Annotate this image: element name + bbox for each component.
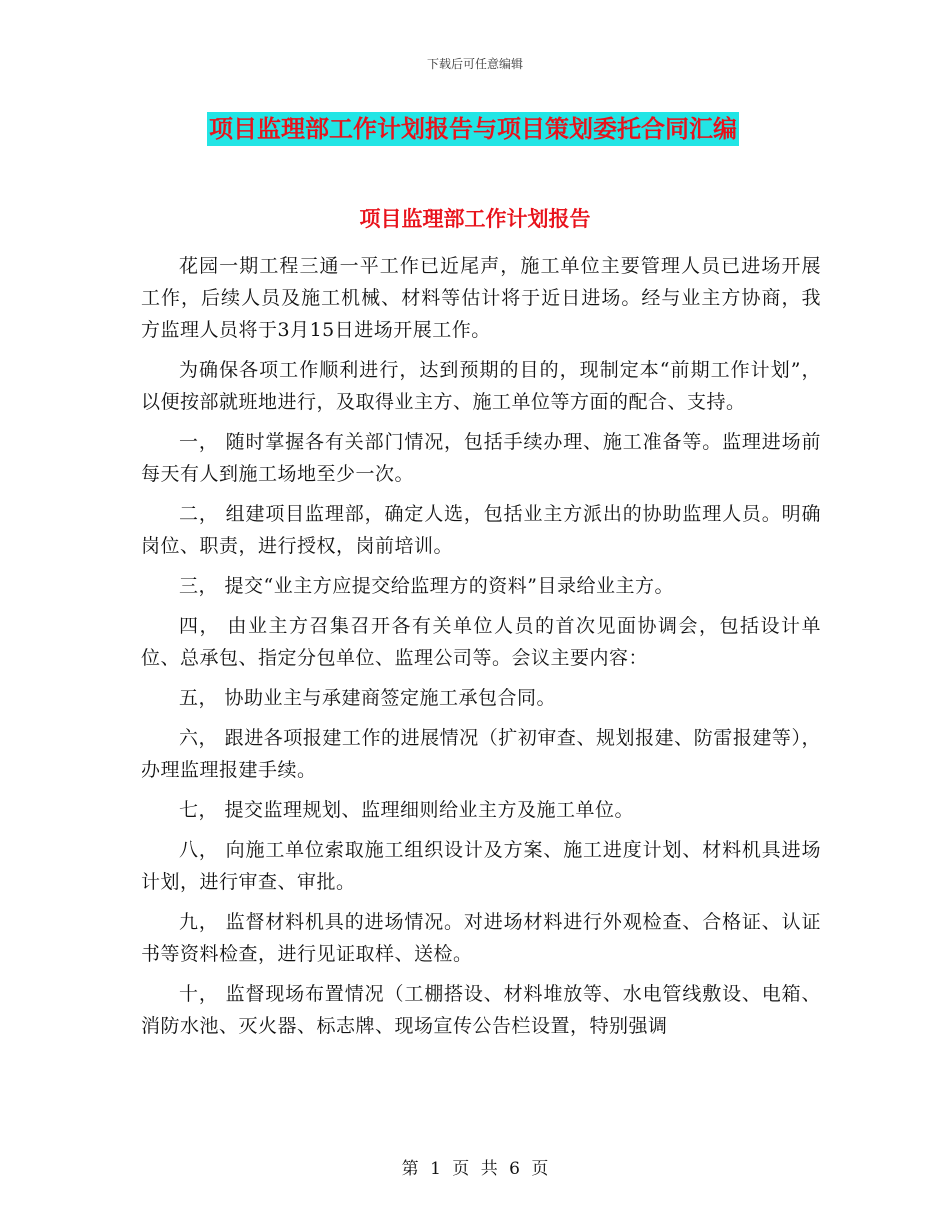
paragraph-item-2: 二， 组建项目监理部，确定人选，包括业主方派出的协助监理人员。明确岗位、职责，进行授权，岗前培训。 <box>141 503 821 557</box>
page-number-footer: 第 1 页 共 6 页 <box>401 1159 549 1179</box>
paragraph-purpose: 为确保各项工作顺利进行，达到预期的目的，现制定本“前期工作计划”，以便按部就班地进行，及取得业主方、施工单位等方面的配合、支持。 <box>141 359 821 413</box>
paragraph-item-5: 五， 协助业主与承建商签定施工承包合同。 <box>179 687 557 709</box>
paragraph-item-6: 六， 跟进各项报建工作的进展情况（扩初审查、规划报建、防雷报建等），办理监理报建手续。 <box>141 727 821 781</box>
paragraph-item-7: 七， 提交监理规划、监理细则给业主方及施工单位。 <box>179 799 635 821</box>
paragraph-intro: 花园一期工程三通一平工作已近尾声，施工单位主要管理人员已进场开展工作，后续人员及施工机械、材料等估计将于近日进场。经与业主方协商，我方监理人员将于3月15日进场开展工作。 <box>141 255 821 341</box>
paragraph-item-9: 九， 监督材料机具的进场情况。对进场材料进行外观检查、合格证、认证书等资料检查，进行见证取样、送检。 <box>141 911 821 965</box>
section-title: 项目监理部工作计划报告 <box>359 207 591 231</box>
paragraph-item-4: 四， 由业主方召集召开各有关单位人员的首次见面协调会，包括设计单位、总承包、指定分包单位、监理公司等。会议主要内容： <box>141 615 821 669</box>
header-note: 下载后可任意编辑 <box>426 57 523 71</box>
paragraph-item-1: 一， 随时掌握各有关部门情况，包括手续办理、施工准备等。监理进场前每天有人到施工场地至少一次。 <box>141 431 821 485</box>
document-body <box>141 250 821 1050</box>
paragraph-item-3: 三， 提交“业主方应提交给监理方的资料”目录给业主方。 <box>179 575 674 597</box>
paragraph-item-10: 十， 监督现场布置情况（工棚搭设、材料堆放等、水电管线敷设、电箱、消防水池、灭火器、标志牌、现场宣传公告栏设置，特别强调 <box>141 983 821 1037</box>
paragraph-item-8: 八， 向施工单位索取施工组织设计及方案、施工进度计划、材料机具进场计划，进行审查、审批。 <box>141 839 821 893</box>
document-main-title: 项目监理部工作计划报告与项目策划委托合同汇编 <box>207 112 739 146</box>
